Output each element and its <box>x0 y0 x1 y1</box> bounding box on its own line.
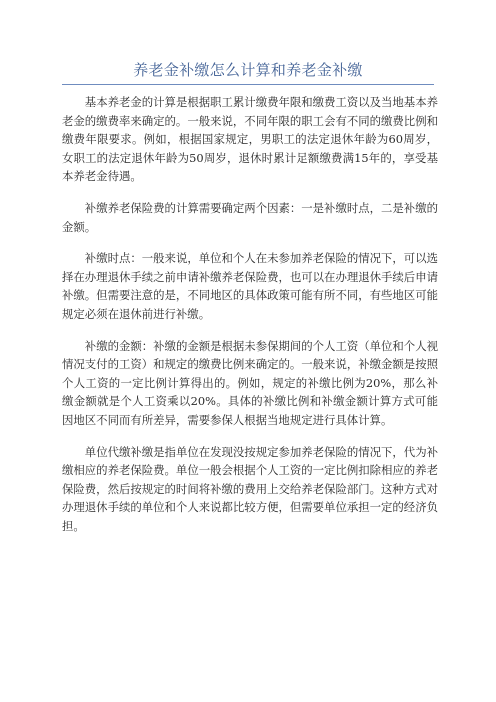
paragraph-supplementary-factors: 补缴养老保险费的计算需要确定两个因素：一是补缴时点，二是补缴的金额。 <box>62 200 438 234</box>
paragraph-employer-payment: 单位代缴补缴是指单位在发现没按规定参加养老保险的情况下，代为补缴相应的养老保险费。单位一般会根据个人工资的一定比例扣除相应的养老保险费，然后按规定的时间将补缴的费用上交给养老保险部门。这种方式对办理退休手续的单位和个人来说都比较方便，但需要单位承担一定的经济负担。 <box>62 444 438 533</box>
paragraph-payment-amount: 补缴的金额：补缴的金额是根据未参保期间的个人工资（单位和个人视情况支付的工资）和规定的缴费比例来确定的。一般来说，补缴金额是按照个人工资的一定比例计算得出的。例如，规定的补缴比例为20%，那么补缴金额就是个人工资乘以20%。具体的补缴比例和补缴金额计算方式可能因地区不同而有所差异，需要参保人根据当地规定进行具体计算。 <box>62 338 438 427</box>
document-body <box>62 93 438 548</box>
title-divider <box>62 84 434 85</box>
paragraph-payment-timing: 补缴时点：一般来说，单位和个人在未参加养老保险的情况下，可以选择在办理退休手续之前申请补缴养老保险费，也可以在办理退休手续后申请补缴。但需要注意的是，不同地区的具体政策可能有所不同，有些地区可能规定必须在退休前进行补缴。 <box>62 251 438 321</box>
document-title: 养老金补缴怎么计算和养老金补缴 <box>133 61 363 79</box>
paragraph-basic-pension: 基本养老金的计算是根据职工累计缴费年限和缴费工资以及当地基本养老金的缴费率来确定的。一般来说，不同年限的职工会有不同的缴费比例和缴费年限要求。例如，根据国家规定，男职工的法定退休年龄为60周岁，女职工的法定退休年龄为50周岁，退休时累计足额缴费满15年的，享受基本养老金待遇。 <box>62 95 438 184</box>
